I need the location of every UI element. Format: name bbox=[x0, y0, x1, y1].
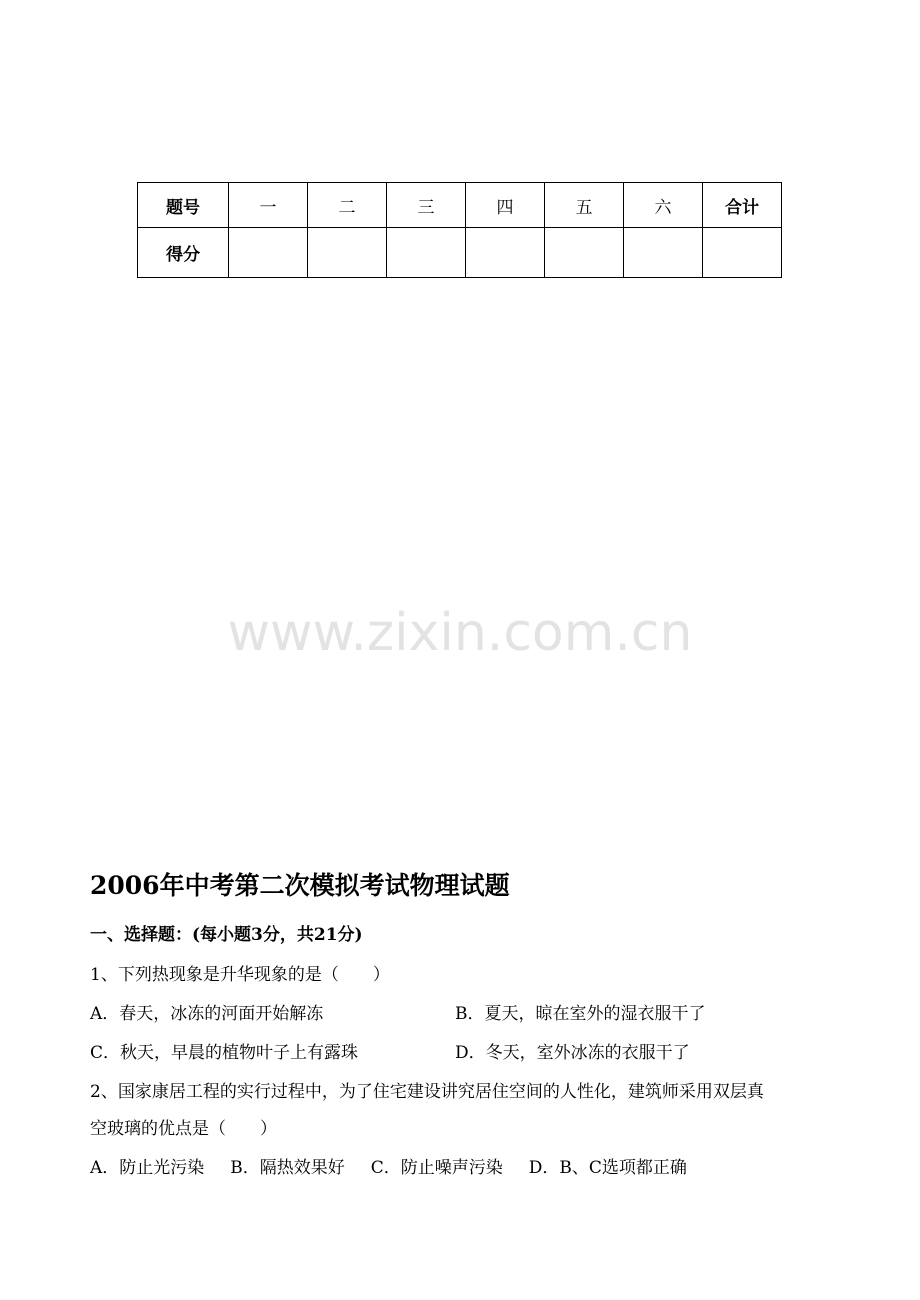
answer-option: B．隔热效果好 bbox=[230, 1158, 345, 1178]
answer-option: B．夏天，晾在室外的湿衣服干了 bbox=[455, 1004, 706, 1024]
section-heading: 一、选择题：(每小题3分，共21分) bbox=[90, 925, 363, 945]
score-table-header-cell: 五 bbox=[545, 183, 624, 228]
answer-option: C．秋天，早晨的植物叶子上有露珠 bbox=[90, 1043, 359, 1063]
score-label: 得分 bbox=[138, 228, 229, 278]
score-table bbox=[137, 182, 782, 278]
score-cell[interactable] bbox=[624, 228, 703, 278]
score-table-header-cell: 四 bbox=[466, 183, 545, 228]
score-table-score-row bbox=[138, 228, 782, 278]
answer-option: D．B、C选项都正确 bbox=[528, 1158, 687, 1178]
score-cell[interactable] bbox=[229, 228, 308, 278]
score-table-header-cell: 三 bbox=[387, 183, 466, 228]
score-cell[interactable] bbox=[387, 228, 466, 278]
page-title: 2006年中考第二次模拟考试物理试题 bbox=[90, 871, 510, 900]
question-stem: 1、下列热现象是升华现象的是（ ） bbox=[90, 965, 390, 985]
answer-options-row bbox=[90, 1153, 713, 1178]
answer-option: A．防止光污染 bbox=[90, 1158, 205, 1178]
watermark: www.zixin.com.cn bbox=[227, 603, 693, 663]
score-table-header-cell: 一 bbox=[229, 183, 308, 228]
answer-option: A．春天，冰冻的河面开始解冻 bbox=[90, 1004, 324, 1024]
score-cell[interactable] bbox=[308, 228, 387, 278]
score-table-header-cell: 二 bbox=[308, 183, 387, 228]
question-stem: 2、国家康居工程的实行过程中，为了住宅建设讲究居住空间的人性化，建筑师采用双层真 bbox=[90, 1082, 764, 1102]
score-table-header-cell: 六 bbox=[624, 183, 703, 228]
question-stem-continued: 空玻璃的优点是（ ） bbox=[90, 1119, 277, 1139]
score-table-header-cell: 合计 bbox=[703, 183, 782, 228]
answer-option: D．冬天，室外冰冻的衣服干了 bbox=[455, 1043, 690, 1063]
score-table-header-cell: 题号 bbox=[138, 183, 229, 228]
answer-option: C．防止噪声污染 bbox=[370, 1158, 503, 1178]
score-cell-total[interactable] bbox=[703, 228, 782, 278]
score-cell[interactable] bbox=[545, 228, 624, 278]
score-table-header-row bbox=[138, 183, 782, 228]
score-cell[interactable] bbox=[466, 228, 545, 278]
